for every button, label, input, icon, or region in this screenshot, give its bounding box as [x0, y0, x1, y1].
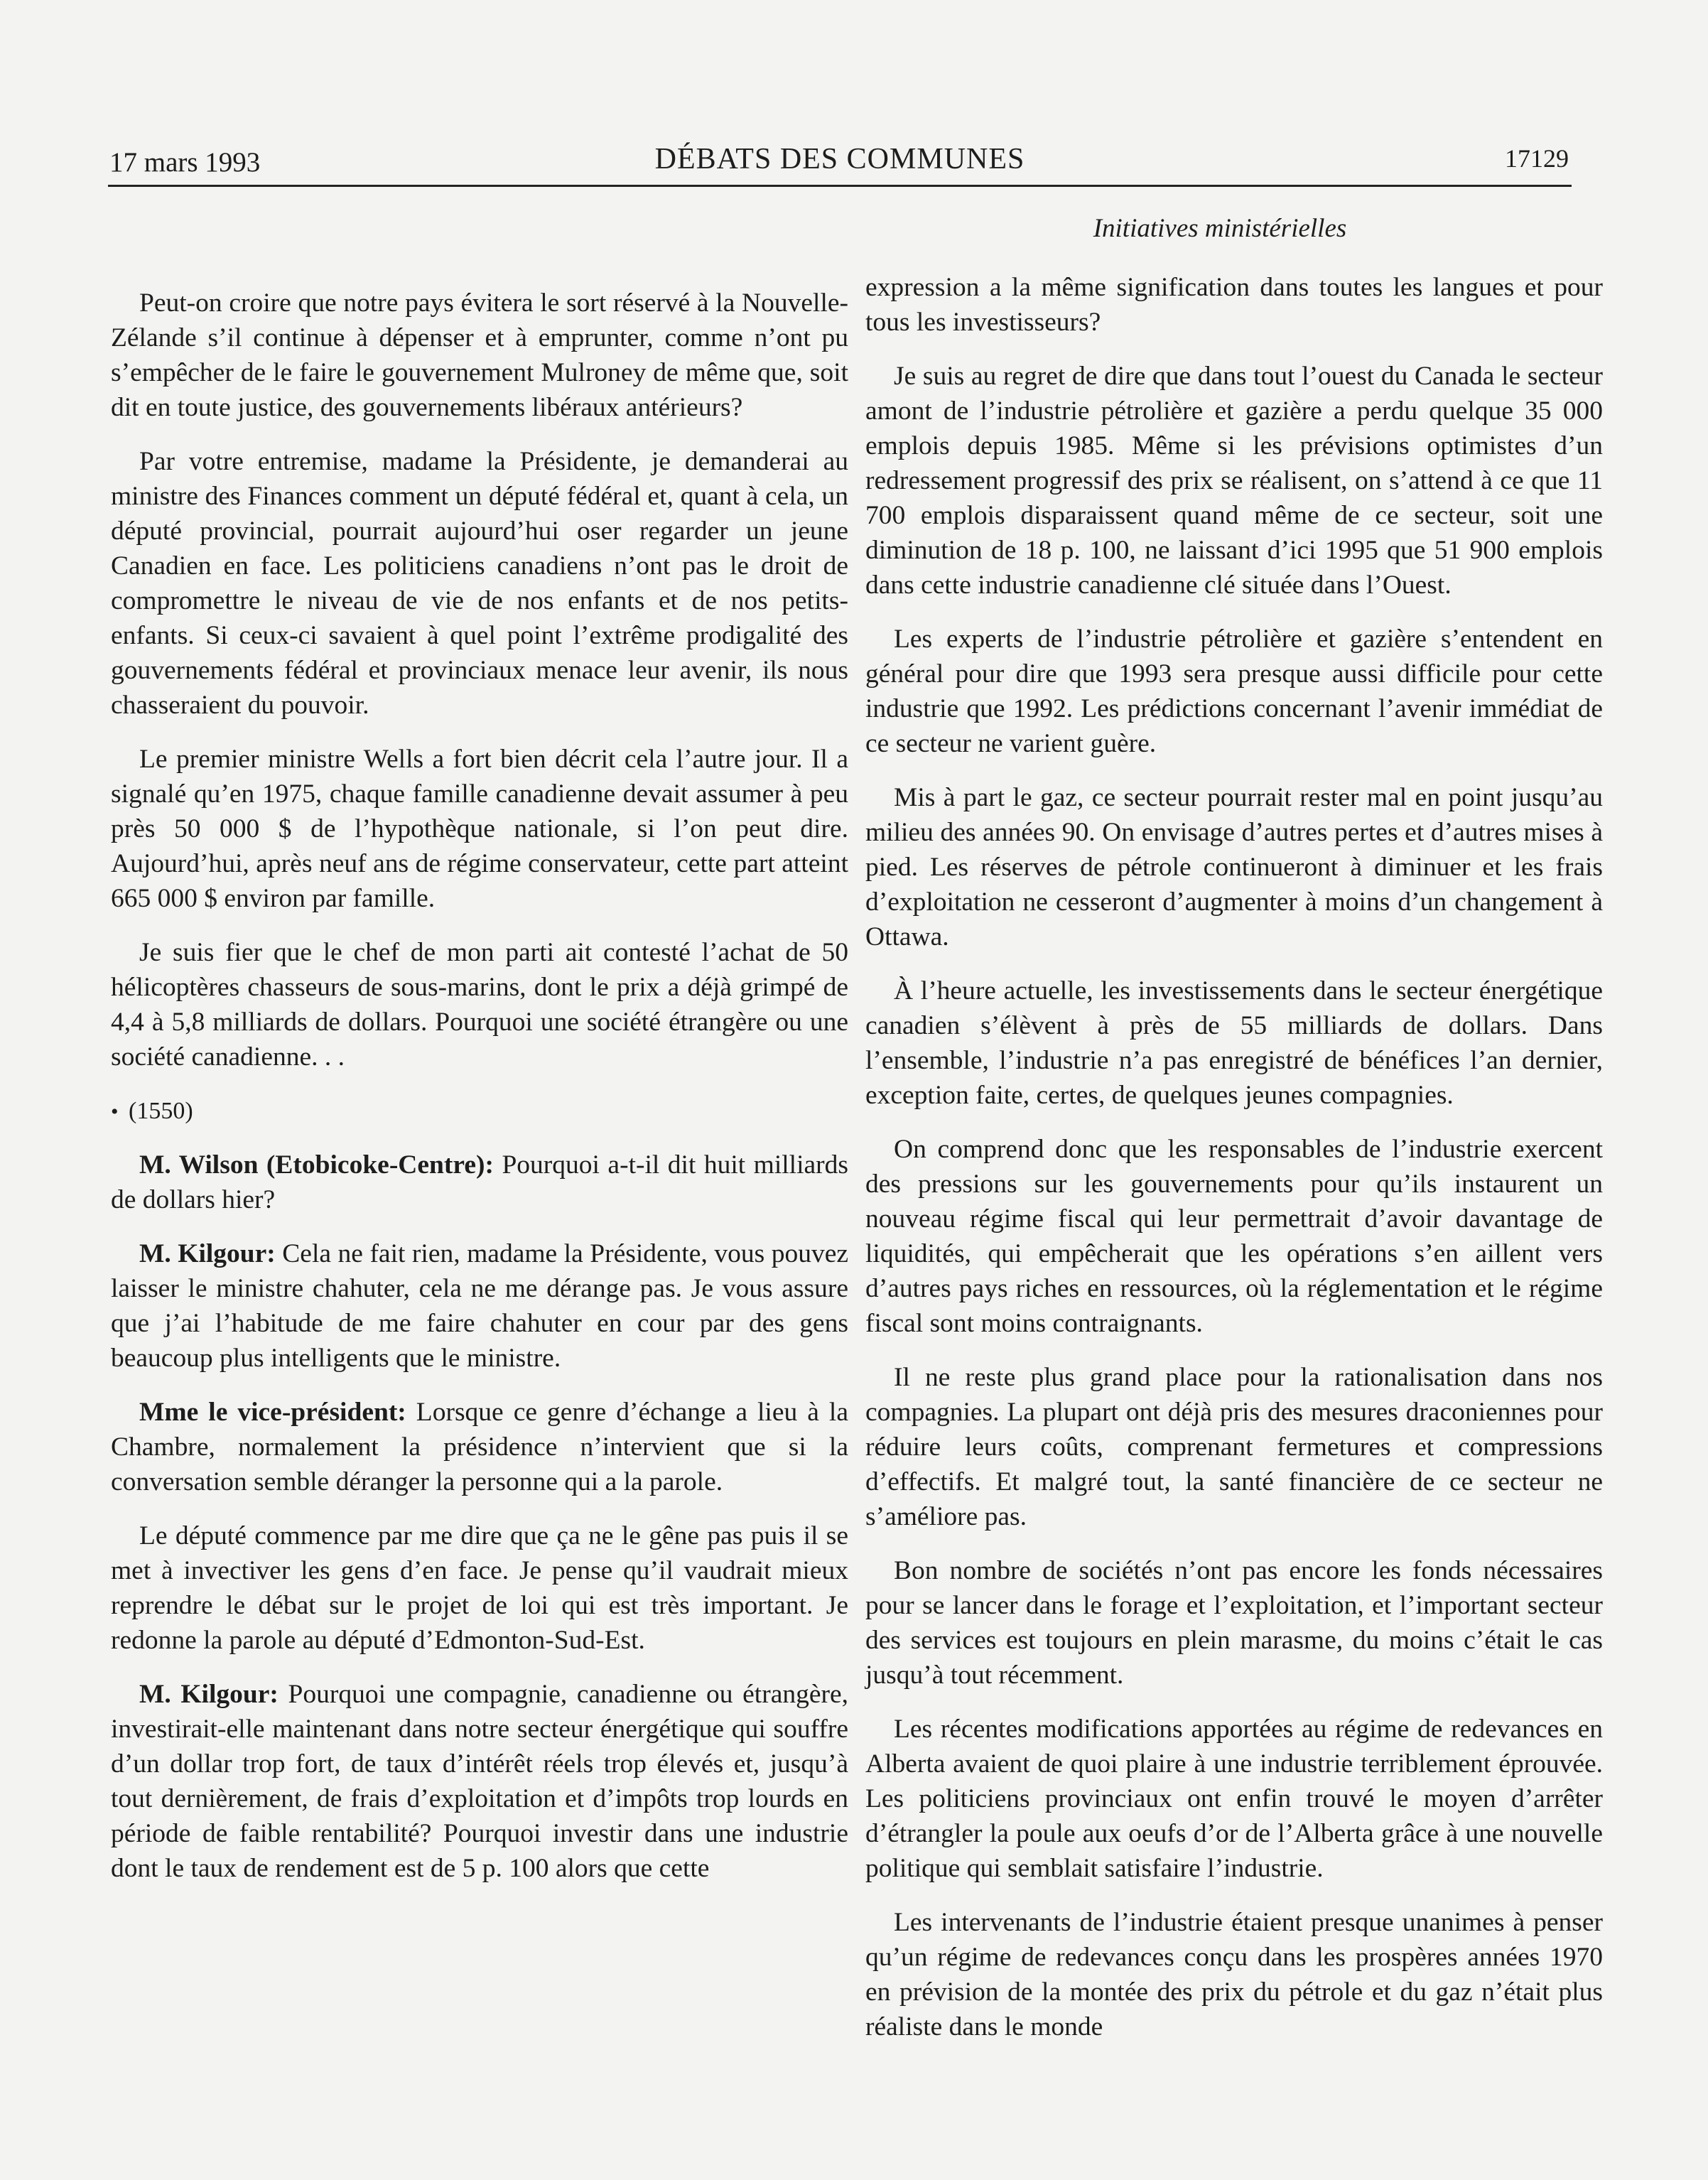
page-header — [108, 139, 1572, 187]
speech-text: Pourquoi une compagnie, canadienne ou étrangère, investirait-elle maintenant dans notre secteur énergétique qui souffre d’un dollar trop fort, de taux d’intérêt réels trop élevés et, jusqu’à tout dernièrement, de frais d’exploitation et d’impôts trop lourds en période de faible rentabilité? Pourquoi investir dans une industrie dont le taux de rendement est de 5 p. 100 alors que cette — [111, 1680, 849, 1883]
section-title: Initiatives ministérielles — [1093, 214, 1347, 243]
paragraph: Les récentes modifications apportées au régime de redevances en Alberta avaient de quoi plaire à une industrie terriblement éprouvée. Les politiciens provinciaux ont enfin trouvé le moyen d’arrêter d’étrangler la poule aux oeufs d’or de l’Alberta grâce à une nouvelle politique qui semblait satisfaire l’industrie. — [865, 1715, 1603, 1883]
paragraph: Par votre entremise, madame la Présidente, je demanderai au ministre des Finances comment un député fédéral et, quant à cela, un député provincial, pourrait aujourd’hui oser regarder un jeune Canadien en face. Les politiciens canadiens n’ont pas le droit de compromettre le niveau de vie de nos enfants et de nos petits-enfants. Si ceux-ci savaient à quel point l’extrême prodigalité des gouvernements fédéral et provinciaux menace leur avenir, ils nous chasseraient du pouvoir. — [111, 447, 848, 720]
speaker-name: M. Wilson (Etobicoke-Centre): — [139, 1150, 494, 1180]
paragraph: Bon nombre de sociétés n’ont pas encore les fonds nécessaires pour se lancer dans le forage et l’exploitation, et l’important secteur des services est toujours en plein marasme, du moins c’était le cas jusqu’à tout récemment. — [865, 1556, 1603, 1690]
speech-text: Lorsque ce genre d’échange a lieu à la Chambre, normalement la présidence n’intervient que si la conversation semble déranger la personne qui a la parole. — [111, 1398, 848, 1496]
header-date: 17 mars 1993 — [109, 147, 261, 178]
speech-text: Pourquoi a-t-il dit huit milliards de dollars hier? — [111, 1150, 848, 1214]
paragraph: Les intervenants de l’industrie étaient presque unanimes à penser qu’un régime de redevances conçu dans les prospères années 1970 en prévision de la montée des prix du pétrole et du gaz n’était plus réaliste dans le monde — [865, 1908, 1603, 2041]
paragraph: Je suis au regret de dire que dans tout l’ouest du Canada le secteur amont de l’industrie pétrolière et gazière a perdu quelque 35 000 emplois depuis 1985. Même si les prévisions optimistes d’un redressement progressif des prix se réalisent, on s’attend à ce que 11 700 emplois disparaissent quand même de ce secteur, soit une diminution de 18 p. 100, ne laissant d’ici 1995 que 51 900 emplois dans cette industrie canadienne clé située dans l’Ouest. — [865, 362, 1603, 600]
right-column — [865, 270, 1603, 2063]
time-marker — [111, 1094, 848, 1129]
paragraph: À l’heure actuelle, les investissements dans le secteur énergétique canadien s’élèvent à près de 55 milliards de dollars. Dans l’ensemble, l’industrie n’a pas enregistré de bénéfices l’an dernier, exception faite, certes, de quelques jeunes compagnies. — [865, 976, 1603, 1110]
paragraph: Le député commence par me dire que ça ne le gêne pas puis il se met à invectiver les gens d’en face. Je pense qu’il vaudrait mieux reprendre le débat sur le projet de loi qui est très important. Je redonne la parole au député d’Edmonton-Sud-Est. — [111, 1521, 848, 1655]
speech-paragraph — [111, 1395, 848, 1499]
header-title: DÉBATS DES COMMUNES — [654, 143, 1025, 176]
speech-text: Cela ne fait rien, madame la Présidente, vous pouvez laisser le ministre chahuter, cela ne me dérange pas. Je vous assure que j’ai l’habitude de me faire chahuter en cour par des gens beaucoup plus intelligents que le ministre. — [111, 1239, 848, 1373]
bullet-icon: • — [111, 1100, 119, 1123]
speech-paragraph — [111, 1148, 848, 1217]
paragraph: Il ne reste plus grand place pour la rationalisation dans nos compagnies. La plupart ont déjà pris des mesures draconiennes pour réduire leurs coûts, comprenant fermetures et compressions d’effectifs. Et malgré tout, la santé financière de ce secteur ne s’améliore pas. — [865, 1363, 1603, 1531]
paragraph: expression a la même signification dans toutes les langues et pour tous les investisseurs? — [865, 273, 1603, 337]
paragraph: Le premier ministre Wells a fort bien décrit cela l’autre jour. Il a signalé qu’en 1975, chaque famille canadienne devait assumer à peu près 50 000 $ de l’hypothèque nationale, si l’on peut dire. Aujourd’hui, après neuf ans de régime conservateur, cette part atteint 665 000 $ environ par famille. — [111, 745, 848, 913]
speaker-name: M. Kilgour: — [139, 1239, 276, 1268]
speech-paragraph — [111, 1236, 848, 1376]
speaker-name: M. Kilgour: — [139, 1680, 279, 1709]
paragraph: Les experts de l’industrie pétrolière et gazière s’entendent en général pour dire que 1993 sera presque aussi difficile pour cette industrie que 1992. Les prédictions concernant l’avenir immédiat de ce secteur ne varient guère. — [865, 625, 1603, 758]
left-column — [111, 270, 848, 1905]
header-page-number: 17129 — [1505, 144, 1569, 173]
paragraph: Peut-on croire que notre pays évitera le sort réservé à la Nouvelle-Zélande s’il continue à dépenser et à emprunter, comme n’ont pu s’empêcher de le faire le gouvernement Mulroney de même que, soit dit en toute justice, des gouvernements libéraux antérieurs? — [111, 288, 848, 422]
paragraph: Je suis fier que le chef de mon parti ait contesté l’achat de 50 hélicoptères chasseurs de sous-marins, dont le prix a déjà grimpé de 4,4 à 5,8 milliards de dollars. Pourquoi une société étrangère ou une société canadienne. . . — [111, 938, 848, 1072]
speech-paragraph — [111, 1677, 848, 1886]
paragraph: Mis à part le gaz, ce secteur pourrait rester mal en point jusqu’au milieu des années 90. On envisage d’autres pertes et d’autres mises à pied. Les réserves de pétrole continueront à diminuer et les frais d’exploitation ne cesseront d’augmenter à moins d’un changement à Ottawa. — [865, 783, 1603, 951]
time-marker-text: (1550) — [129, 1098, 193, 1124]
paragraph: On comprend donc que les responsables de l’industrie exercent des pressions sur les gouvernements pour qu’ils instaurent un nouveau régime fiscal qui leur permettrait d’avoir davantage de liquidités, qui empêcherait que les opérations s’en aillent vers d’autres pays riches en ressources, où la réglementation et le régime fiscal sont moins contraignants. — [865, 1135, 1603, 1338]
speaker-name: Mme le vice-président: — [139, 1398, 406, 1427]
